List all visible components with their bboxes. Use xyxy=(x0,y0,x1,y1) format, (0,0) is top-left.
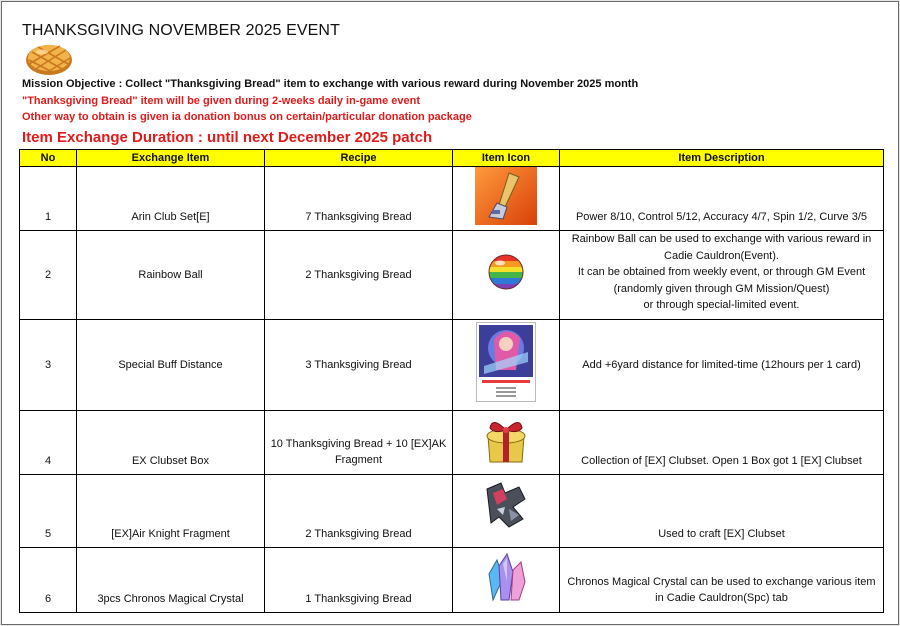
cell-exchange-item: Special Buff Distance xyxy=(77,319,265,410)
recipe-line: 10 Thanksgiving Bread + 10 [EX]AK xyxy=(270,437,447,450)
page-title: THANKSGIVING NOVEMBER 2025 EVENT xyxy=(22,22,340,39)
cell-item-icon xyxy=(453,410,560,474)
cell-no: 2 xyxy=(20,231,77,320)
column-header-recipe: Recipe xyxy=(265,150,453,167)
bread-source-note: "Thanksgiving Bread" item will be given during 2-weeks daily in-game event xyxy=(22,95,420,107)
document-page xyxy=(1,1,899,625)
cell-no: 6 xyxy=(20,547,77,612)
cell-item-description: Power 8/10, Control 5/12, Accuracy 4/7, Spin 1/2, Curve 3/5 xyxy=(560,167,884,231)
table-row xyxy=(20,231,884,320)
cell-exchange-item: 3pcs Chronos Magical Crystal xyxy=(77,547,265,612)
cell-no: 1 xyxy=(20,167,77,231)
cell-item-icon xyxy=(453,319,560,410)
column-header-exchange-item: Exchange Item xyxy=(77,150,265,167)
exchange-table xyxy=(19,149,884,613)
cell-item-icon xyxy=(453,167,560,231)
cell-item-icon xyxy=(453,474,560,547)
cell-item-description: Collection of [EX] Clubset. Open 1 Box got 1 [EX] Clubset xyxy=(560,410,884,474)
club-set-icon xyxy=(475,167,537,225)
cell-item-icon xyxy=(453,231,560,320)
description-line: Rainbow Ball can be used to exchange with various reward in xyxy=(571,233,872,245)
cell-no: 4 xyxy=(20,410,77,474)
description-line: It can be obtained from weekly event, or through GM Event xyxy=(577,266,866,279)
cell-recipe: 7 Thanksgiving Bread xyxy=(265,167,453,231)
table-row xyxy=(20,319,884,410)
cell-recipe: 2 Thanksgiving Bread xyxy=(265,474,453,547)
gift-box-icon xyxy=(482,414,530,466)
cell-no: 3 xyxy=(20,319,77,410)
cell-recipe: 3 Thanksgiving Bread xyxy=(265,319,453,410)
table-row xyxy=(20,410,884,474)
donation-note: Other way to obtain is given ia donation bonus on certain/particular donation package xyxy=(22,111,472,123)
cell-item-description: Add +6yard distance for limited-time (12hours per 1 card) xyxy=(560,319,884,410)
cell-item-description xyxy=(560,231,884,320)
table-row xyxy=(20,167,884,231)
cell-no: 5 xyxy=(20,474,77,547)
thanksgiving-bread-icon xyxy=(24,42,74,76)
table-row xyxy=(20,547,884,612)
mission-objective: Mission Objective : Collect "Thanksgiving Bread" item to exchange with various reward during November 2025 month xyxy=(22,78,639,90)
description-line: Chronos Magical Crystal can be used to exchange various item xyxy=(567,575,876,588)
description-line: in Cadie Cauldron(Spc) tab xyxy=(655,592,788,605)
description-line: Cadie Cauldron(Event). xyxy=(664,249,779,262)
cell-item-description: Used to craft [EX] Clubset xyxy=(560,474,884,547)
fragment-icon xyxy=(483,479,529,531)
column-header-item-description: Item Description xyxy=(560,150,884,167)
crystal-icon xyxy=(485,552,527,604)
column-header-no: No xyxy=(20,150,77,167)
description-line: (randomly given through GM Mission/Quest) xyxy=(613,282,830,295)
cell-exchange-item: Rainbow Ball xyxy=(77,231,265,320)
exchange-duration: Item Exchange Duration : until next December 2025 patch xyxy=(22,129,433,146)
table-row xyxy=(20,474,884,547)
cell-exchange-item: EX Clubset Box xyxy=(77,410,265,474)
description-line: or through special-limited event. xyxy=(643,299,800,312)
table-header-row xyxy=(20,150,884,167)
cell-recipe: 2 Thanksgiving Bread xyxy=(265,231,453,320)
cell-exchange-item: Arin Club Set[E] xyxy=(77,167,265,231)
cell-item-description xyxy=(560,547,884,612)
cell-recipe: 1 Thanksgiving Bread xyxy=(265,547,453,612)
buff-card-icon xyxy=(476,322,536,402)
recipe-line: Fragment xyxy=(334,454,383,467)
cell-item-icon xyxy=(453,547,560,612)
rainbow-ball-icon xyxy=(486,252,526,292)
cell-exchange-item: [EX]Air Knight Fragment xyxy=(77,474,265,547)
column-header-item-icon: Item Icon xyxy=(453,150,560,167)
cell-recipe xyxy=(265,410,453,474)
